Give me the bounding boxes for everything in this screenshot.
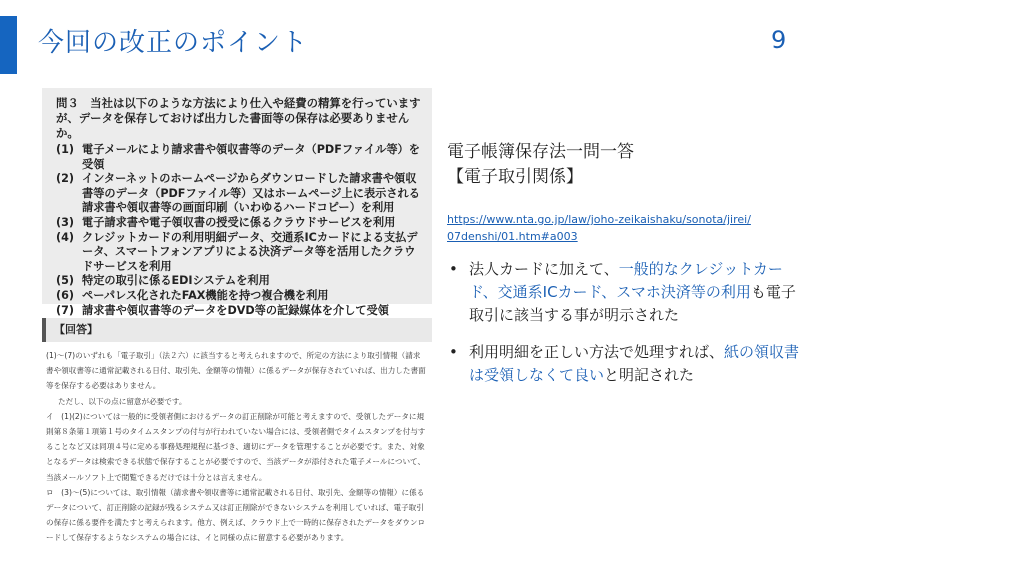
- question-item: [56, 231, 422, 275]
- bullet-item: [447, 258, 807, 327]
- reference-title-line: 【電子取引関係】: [447, 167, 583, 187]
- slide-title: 今回の改正のポイント: [38, 28, 309, 58]
- question-item: [56, 143, 422, 172]
- question-item-number: (2): [56, 172, 75, 186]
- answer-paragraph: ロ (3)～(5)については、取引情報（請求書や領収書等に通常記載される日付、取引先、金額等の情報）に係るデータについて、訂正削除の記録が残るシステム又は訂正削除ができないシステムを利用していれば、電子取引の保存に係る要件を満たすと考えられます。他方、例えば、クラウド上で一時的に保存されたデータをダウンロードして保存するようなシステムの場合には、イと同様の点に留意する必要があります。: [46, 487, 426, 543]
- question-heading: 問３ 当社は以下のような方法により仕入や経費の精算を行っていますが、データを保存しておけば出力した書面等の保存は必要ありませんか。: [56, 96, 421, 140]
- page-number: 9: [771, 26, 787, 54]
- question-item-text: 特定の取引に係るEDIシステムを利用: [82, 274, 270, 288]
- answer-paragraph: (1)～(7)のいずれも「電子取引」（法２六）に該当すると考えられますので、所定の方法により取引情報（請求書や領収書等に通常記載される日付、取引先、金額等の情報）に係るデータが保存されていれば、出力した書面等を保存する必要はありません。: [46, 351, 426, 391]
- bullet-highlight: 一般的なクレジットカード、交通系ICカード、スマホ決済等の利用: [469, 260, 783, 301]
- bullet-text: 利用明細を正しい方法で処理すれば、: [469, 343, 725, 361]
- bullet-text: 法人カードに加えて、: [469, 260, 619, 278]
- answer-header: 【回答】: [42, 318, 432, 342]
- question-item-number: (7): [56, 303, 75, 317]
- answer-box: [42, 318, 432, 554]
- question-item: [56, 289, 422, 304]
- question-item-text: 請求書や領収書等のデータをDVD等の記録媒体を介して受領: [82, 303, 389, 317]
- answer-body: [42, 342, 432, 546]
- question-item-number: (3): [56, 215, 75, 229]
- question-item-text: インターネットのホームページからダウンロードした請求書や領収書等のデータ（PDFファイル等）又はホームページ上に表示される請求書や領収書等の画面印刷（いわゆるハードコピー）を利用: [82, 172, 420, 215]
- question-box: [42, 88, 432, 317]
- question-item-text: クレジットカードの利用明細データ、交通系ICカードによる支払データ、スマートフォンアプリによる決済データ等を活用したクラウドサービスを利用: [82, 230, 418, 273]
- bullet-item: [447, 341, 807, 387]
- question-item-text: 電子請求書や電子領収書の授受に係るクラウドサービスを利用: [82, 215, 396, 229]
- question-item-number: (5): [56, 274, 75, 288]
- question-item-number: (1): [56, 143, 75, 156]
- question-item-number: (6): [56, 288, 75, 302]
- question-item-number: (4): [56, 230, 75, 244]
- bullet-dot-icon: •: [449, 260, 458, 278]
- bullet-text: も電子取引に該当する事が明示された: [469, 283, 796, 324]
- answer-paragraph: イ (1)(2)については一般的に受領者側におけるデータの訂正削除が可能と考えますので、受領したデータに規則第８条第１項第１号のタイムスタンプの付与が行われていない場合には、受領者側でタイムスタンプを付与することなど又は同項４号に定める事務処理規程に基づき、適切にデータを管理することが必要です。また、対象となるデータは検索できる状態で保存することが必要ですので、当該データが添付された電子メールについて、当該メールソフト上で閲覧できるだけでは十分とは言えません。: [46, 411, 426, 482]
- bullet-dot-icon: •: [449, 343, 458, 361]
- reference-link[interactable]: https://www.nta.go.jp/law/joho-zeikaishaku/sonota/jirei/07denshi/01.htm#a003: [447, 213, 751, 243]
- bullet-highlight: 紙の領収書は受領しなくて良い: [469, 343, 800, 384]
- question-item-text: 電子メールにより請求書や領収書等のデータ（PDFファイル等）を受領: [82, 143, 420, 171]
- question-item: [56, 304, 422, 319]
- question-item-text: ペーパレス化されたFAX機能を持つ複合機を利用: [82, 288, 329, 302]
- question-item: [56, 172, 422, 216]
- answer-paragraph: ただし、以下の点に留意が必要です。: [58, 396, 187, 406]
- title-accent-bar: [0, 16, 17, 74]
- bullet-list: [447, 258, 807, 401]
- question-item: [56, 274, 422, 289]
- bullet-text: と明記された: [604, 366, 695, 384]
- reference-title-line: 電子帳簿保存法一問一答: [447, 142, 634, 162]
- question-item: [56, 216, 422, 231]
- reference-title: [447, 140, 634, 190]
